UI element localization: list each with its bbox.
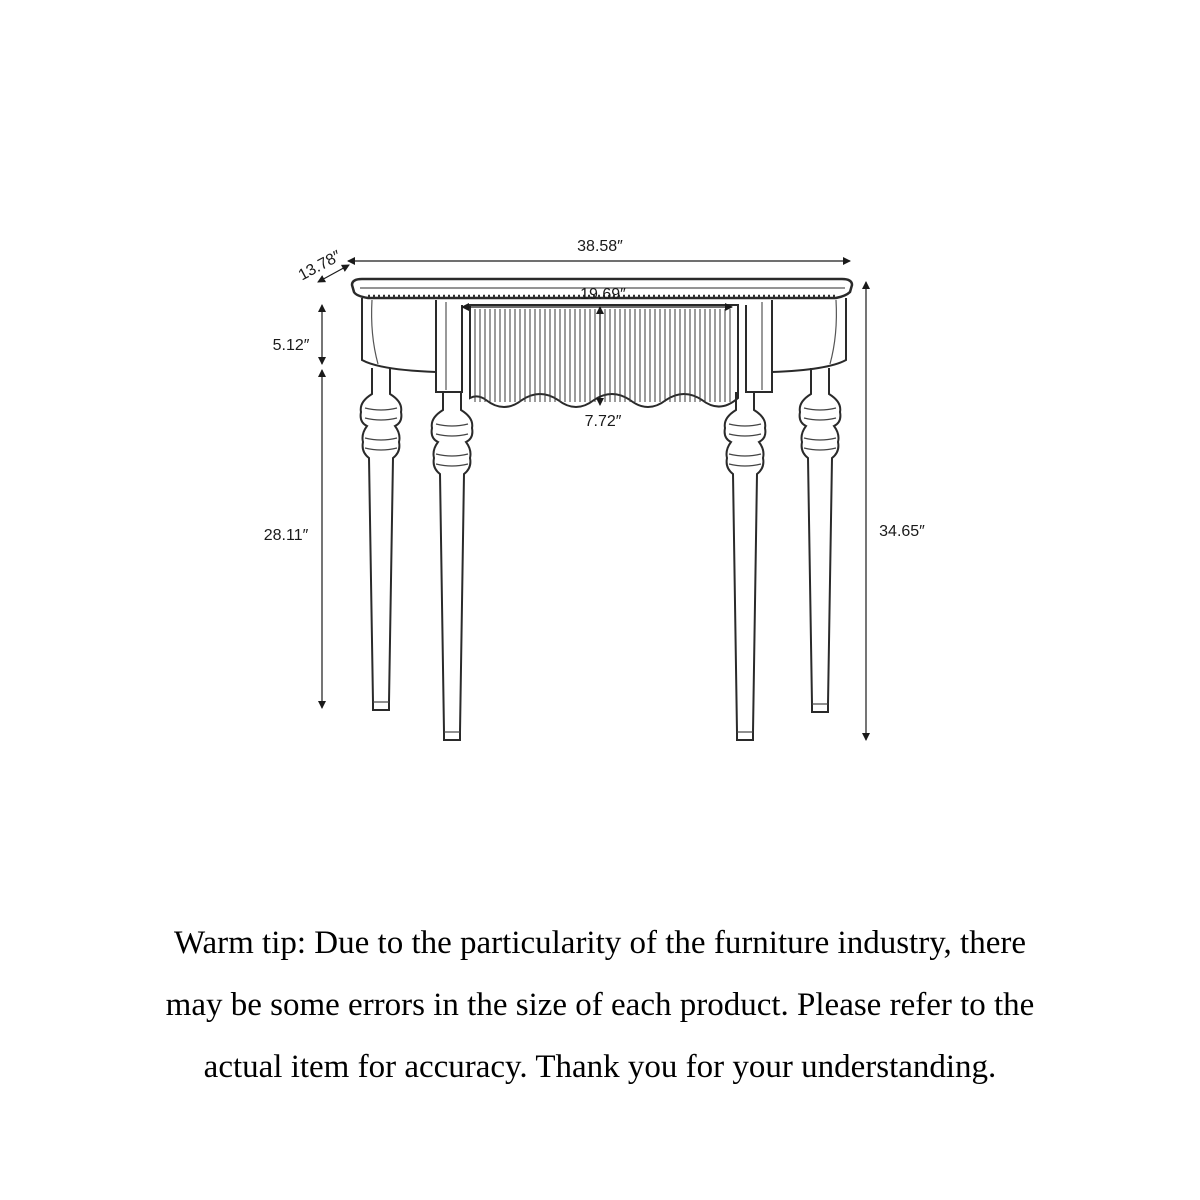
console-table-drawing [352, 279, 852, 740]
drawer-front [470, 305, 738, 407]
dimension-overall-height [866, 282, 925, 740]
dimension-drawer-width [462, 286, 732, 307]
dimension-depth [296, 248, 349, 285]
dimension-leg-height [264, 370, 322, 708]
drawer-width-label: 19.69″ [580, 286, 626, 303]
leg-back-right [800, 368, 841, 712]
table-apron [362, 298, 846, 392]
overall-width-label: 38.58″ [577, 238, 623, 255]
tip-line-1: Warm tip: Due to the particularity of the furniture industry, there [173, 925, 1027, 961]
dimension-apron-height [273, 305, 322, 364]
tip-line-2: may be some errors in the size of each product. Please refer to the [165, 987, 1035, 1023]
dimension-overall-width [348, 238, 850, 261]
overall-height-label: 34.65″ [879, 523, 925, 540]
warm-tip-notice [40, 912, 1160, 1098]
leg-back-left [361, 368, 402, 710]
leg-front-left [432, 392, 473, 740]
leg-front-right [725, 392, 766, 740]
tip-line-3: actual item for accuracy. Thank you for your understanding. [203, 1049, 997, 1085]
apron-height-label: 5.12″ [272, 337, 310, 354]
drawer-height-label: 7.72″ [584, 413, 622, 430]
depth-label: 13.78″ [295, 247, 345, 285]
leg-height-label: 28.11″ [263, 527, 309, 544]
